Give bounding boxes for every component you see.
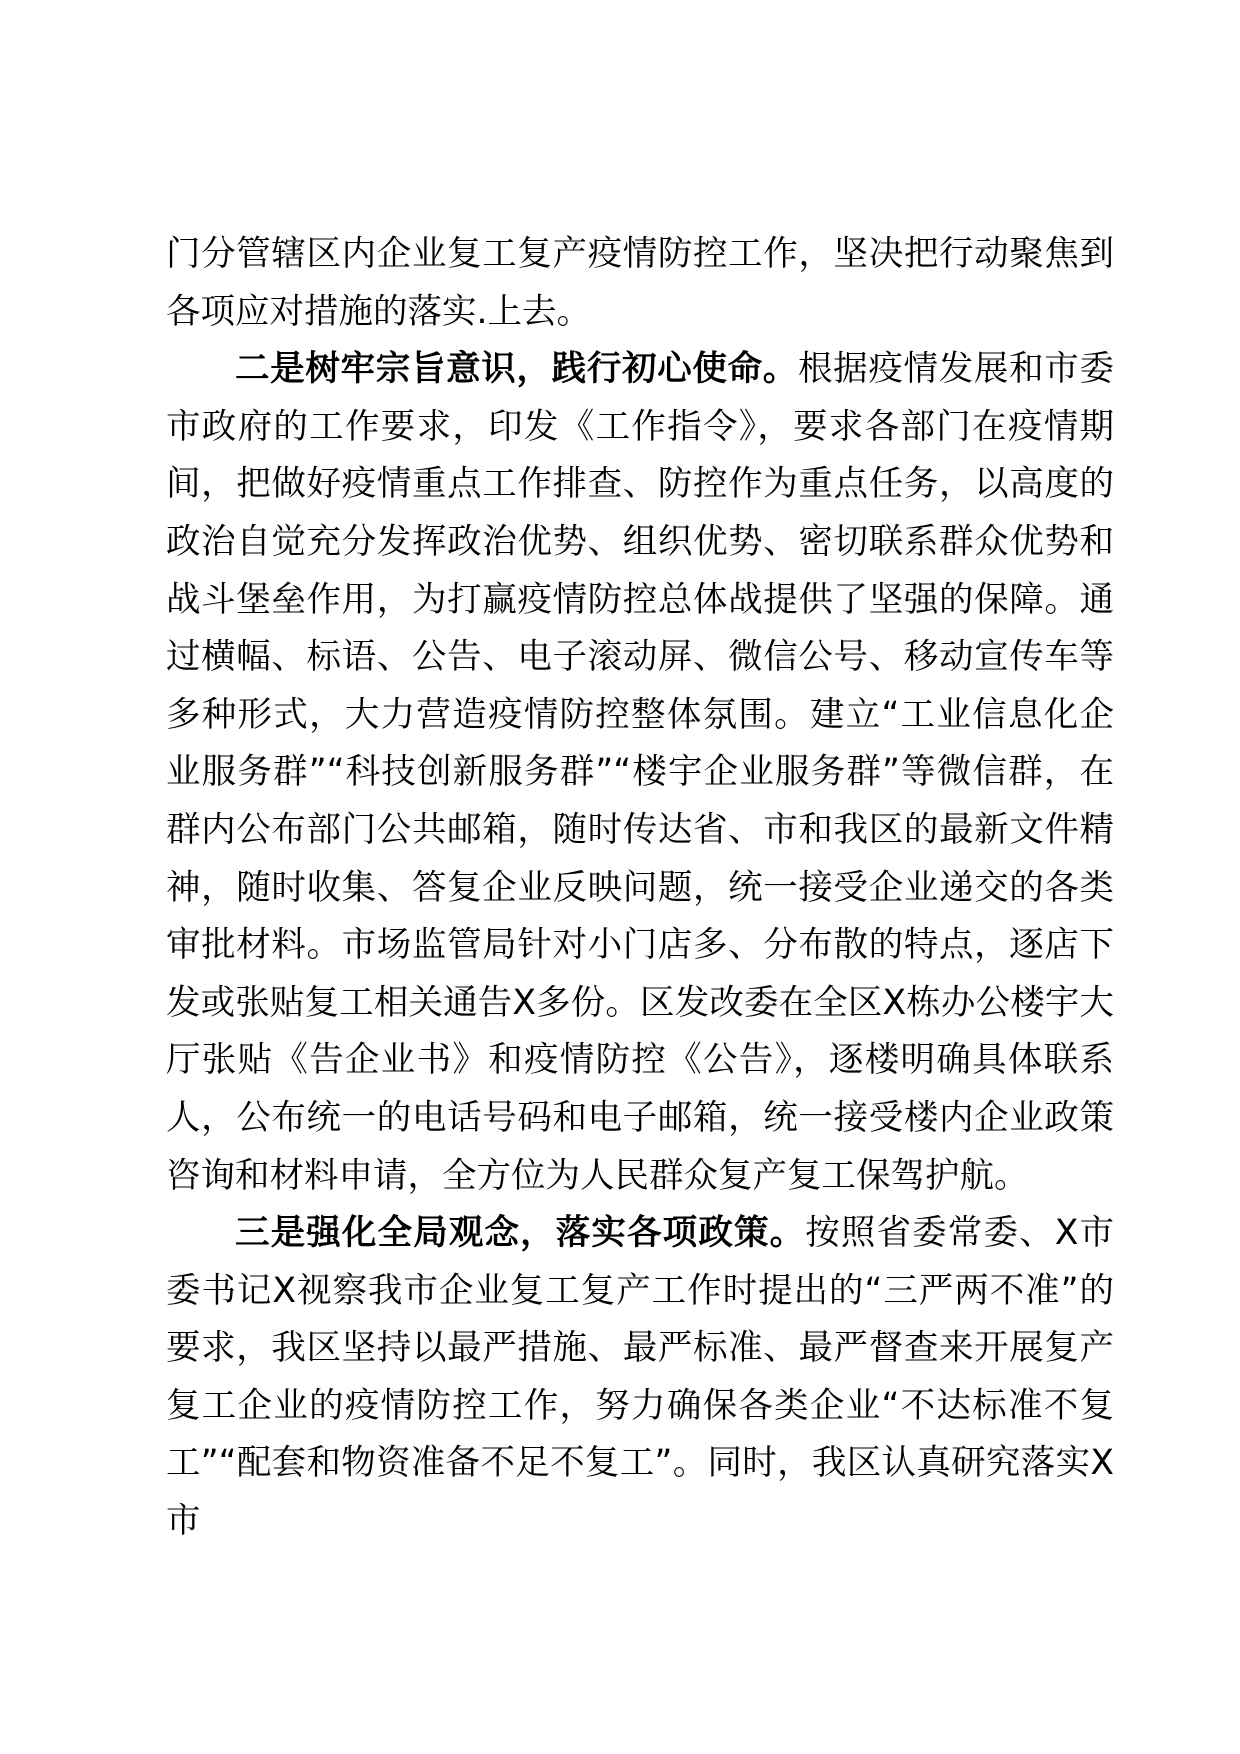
- paragraph-text: 按照省委常委、X市委书记X视察我市企业复工复产工作时提出的“三严两不准”的要求，我区坚持以最严措施、最严标准、最严督查来开展复产复工企业的疫情防控工作，努力确保各类企业“不达标准不复工”“配套和物资准备不足不复工”。同时，我区认真研究落实X市: [166, 1213, 1115, 1542]
- paragraph-point-three: [166, 1205, 1114, 1551]
- document-body: [166, 226, 1114, 1551]
- paragraph-text: 根据疫情发展和市委市政府的工作要求，印发《工作指令》，要求各部门在疫情期间，把做好疫情重点工作排查、防控作为重点任务，以高度的政治自觉充分发挥政治优势、组织优势、密切联系群众优势和战斗堡垒作用，为打赢疫情防控总体战提供了坚强的保障。通过横幅、标语、公告、电子滚动屏、微信公号、移动宣传车等多种形式，大力营造疫情防控整体氛围。建立“工业信息化企业服务群”“科技创新服务群”“楼宇企业服务群”等微信群，在群内公布部门公共邮箱，随时传达省、市和我区的最新文件精神，随时收集、答复企业反映问题，统一接受企业递交的各类审批材料。市场监管局针对小门店多、分布散的特点，逐店下发或张贴复工相关通告X多份。区发改委在全区X栋办公楼宇大厅张贴《告企业书》和疫情防控《公告》，逐楼明确具体联系人，公布统一的电话号码和电子邮箱，统一接受楼内企业政策咨询和材料申请，全方位为人民群众复产复工保驾护航。: [166, 349, 1114, 1196]
- paragraph-lead-heading: 二是树牢宗旨意识，践行初心使命。: [235, 349, 798, 390]
- paragraph-continuation: [166, 226, 1114, 341]
- paragraph-text: 门分管辖区内企业复工复产疫情防控工作，坚决把行动聚焦到各项应对措施的落实.上去。: [166, 234, 1114, 332]
- paragraph-point-two: [166, 341, 1114, 1205]
- paragraph-lead-heading: 三是强化全局观念，落实各项政策。: [235, 1213, 806, 1254]
